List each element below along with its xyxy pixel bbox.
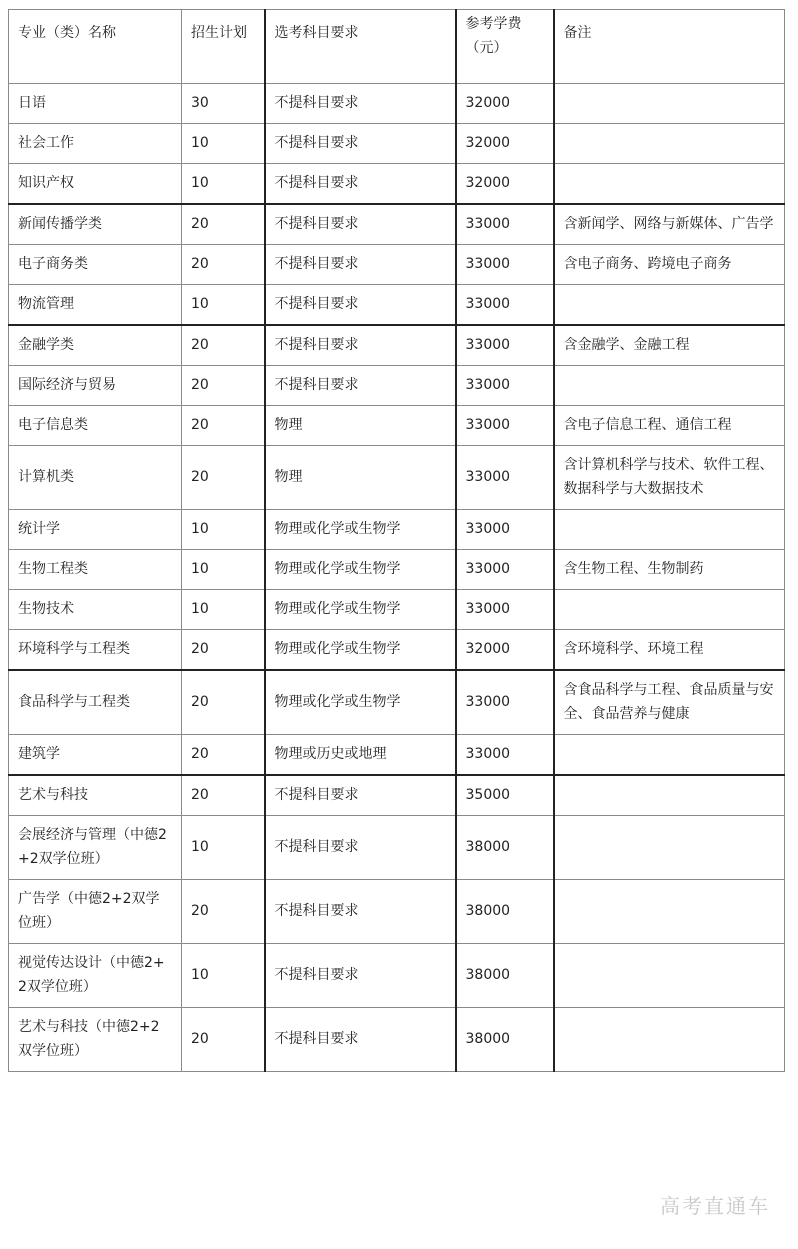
major-name-cell: 视觉传达设计（中德2+2双学位班） [9,944,182,1008]
subject-requirement-cell: 不提科目要求 [265,245,456,285]
table-row [9,775,785,816]
plan-cell: 20 [182,245,265,285]
major-name-cell: 环境科学与工程类 [9,630,182,671]
plan-cell: 20 [182,446,265,510]
subject-requirement-cell: 物理或化学或生物学 [265,510,456,550]
table-row [9,285,785,326]
remarks-cell [554,84,785,124]
watermark: 高考直通车 [660,1194,770,1218]
remarks-cell [554,366,785,406]
major-name-cell: 日语 [9,84,182,124]
plan-cell: 10 [182,944,265,1008]
subject-requirement-cell: 物理 [265,406,456,446]
tuition-cell: 33000 [456,204,554,245]
remarks-cell [554,735,785,776]
subject-requirement-cell: 不提科目要求 [265,816,456,880]
tuition-cell: 33000 [456,325,554,366]
major-name-cell: 物流管理 [9,285,182,326]
admissions-table [8,9,785,1072]
subject-requirement-cell: 物理或化学或生物学 [265,590,456,630]
table-row [9,124,785,164]
header-tuition: 参考学费（元） [456,10,554,84]
remarks-cell: 含新闻学、网络与新媒体、广告学 [554,204,785,245]
header-remarks: 备注 [554,10,785,84]
plan-cell: 10 [182,124,265,164]
subject-requirement-cell: 不提科目要求 [265,1008,456,1072]
table-row [9,880,785,944]
subject-requirement-cell: 不提科目要求 [265,124,456,164]
table-row [9,245,785,285]
plan-cell: 30 [182,84,265,124]
tuition-cell: 32000 [456,124,554,164]
plan-cell: 10 [182,816,265,880]
table-row [9,630,785,671]
major-name-cell: 新闻传播学类 [9,204,182,245]
subject-requirement-cell: 不提科目要求 [265,84,456,124]
tuition-cell: 38000 [456,816,554,880]
major-name-cell: 国际经济与贸易 [9,366,182,406]
tuition-cell: 35000 [456,775,554,816]
tuition-cell: 38000 [456,944,554,1008]
remarks-cell [554,1008,785,1072]
table-row [9,550,785,590]
remarks-cell: 含电子商务、跨境电子商务 [554,245,785,285]
subject-requirement-cell: 不提科目要求 [265,325,456,366]
major-name-cell: 电子商务类 [9,245,182,285]
remarks-cell [554,590,785,630]
tuition-cell: 33000 [456,446,554,510]
subject-requirement-cell: 不提科目要求 [265,204,456,245]
plan-cell: 20 [182,366,265,406]
remarks-cell [554,880,785,944]
table-row [9,406,785,446]
header-plan: 招生计划 [182,10,265,84]
tuition-cell: 32000 [456,630,554,671]
plan-cell: 20 [182,735,265,776]
subject-requirement-cell: 不提科目要求 [265,366,456,406]
major-name-cell: 艺术与科技（中德2+2双学位班） [9,1008,182,1072]
subject-requirement-cell: 物理 [265,446,456,510]
tuition-cell: 33000 [456,670,554,735]
table-row [9,590,785,630]
table-row [9,1008,785,1072]
subject-requirement-cell: 不提科目要求 [265,285,456,326]
tuition-cell: 33000 [456,285,554,326]
table-row [9,735,785,776]
table-row [9,325,785,366]
table-row [9,164,785,205]
table-row [9,366,785,406]
tuition-cell: 33000 [456,406,554,446]
remarks-cell [554,285,785,326]
header-row [9,10,785,84]
plan-cell: 20 [182,880,265,944]
header-major-name: 专业（类）名称 [9,10,182,84]
subject-requirement-cell: 不提科目要求 [265,775,456,816]
plan-cell: 10 [182,550,265,590]
table-row [9,446,785,510]
remarks-cell [554,816,785,880]
plan-cell: 20 [182,1008,265,1072]
table-row [9,204,785,245]
subject-requirement-cell: 物理或化学或生物学 [265,670,456,735]
plan-cell: 20 [182,630,265,671]
remarks-cell: 含环境科学、环境工程 [554,630,785,671]
major-name-cell: 生物技术 [9,590,182,630]
subject-requirement-cell: 不提科目要求 [265,944,456,1008]
major-name-cell: 电子信息类 [9,406,182,446]
subject-requirement-cell: 不提科目要求 [265,880,456,944]
subject-requirement-cell: 不提科目要求 [265,164,456,205]
plan-cell: 20 [182,670,265,735]
tuition-cell: 33000 [456,245,554,285]
table-row [9,510,785,550]
major-name-cell: 计算机类 [9,446,182,510]
tuition-cell: 38000 [456,880,554,944]
plan-cell: 20 [182,325,265,366]
tuition-cell: 33000 [456,735,554,776]
plan-cell: 20 [182,775,265,816]
major-name-cell: 社会工作 [9,124,182,164]
plan-cell: 20 [182,406,265,446]
remarks-cell [554,510,785,550]
tuition-cell: 33000 [456,550,554,590]
remarks-cell [554,944,785,1008]
remarks-cell: 含电子信息工程、通信工程 [554,406,785,446]
tuition-cell: 33000 [456,366,554,406]
plan-cell: 10 [182,164,265,205]
tuition-cell: 38000 [456,1008,554,1072]
plan-cell: 20 [182,204,265,245]
table-body [9,84,785,1072]
table-row [9,670,785,735]
subject-requirement-cell: 物理或化学或生物学 [265,630,456,671]
major-name-cell: 广告学（中德2+2双学位班） [9,880,182,944]
table-row [9,944,785,1008]
plan-cell: 10 [182,285,265,326]
major-name-cell: 食品科学与工程类 [9,670,182,735]
major-name-cell: 艺术与科技 [9,775,182,816]
major-name-cell: 会展经济与管理（中德2+2双学位班） [9,816,182,880]
remarks-cell: 含金融学、金融工程 [554,325,785,366]
remarks-cell: 含食品科学与工程、食品质量与安全、食品营养与健康 [554,670,785,735]
tuition-cell: 33000 [456,590,554,630]
remarks-cell: 含计算机科学与技术、软件工程、数据科学与大数据技术 [554,446,785,510]
table-row [9,84,785,124]
major-name-cell: 建筑学 [9,735,182,776]
plan-cell: 10 [182,590,265,630]
remarks-cell [554,775,785,816]
major-name-cell: 统计学 [9,510,182,550]
tuition-cell: 33000 [456,510,554,550]
remarks-cell [554,164,785,205]
tuition-cell: 32000 [456,164,554,205]
tuition-cell: 32000 [456,84,554,124]
remarks-cell [554,124,785,164]
subject-requirement-cell: 物理或历史或地理 [265,735,456,776]
major-name-cell: 金融学类 [9,325,182,366]
major-name-cell: 生物工程类 [9,550,182,590]
remarks-cell: 含生物工程、生物制药 [554,550,785,590]
subject-requirement-cell: 物理或化学或生物学 [265,550,456,590]
plan-cell: 10 [182,510,265,550]
table-row [9,816,785,880]
major-name-cell: 知识产权 [9,164,182,205]
header-subject-requirement: 选考科目要求 [265,10,456,84]
